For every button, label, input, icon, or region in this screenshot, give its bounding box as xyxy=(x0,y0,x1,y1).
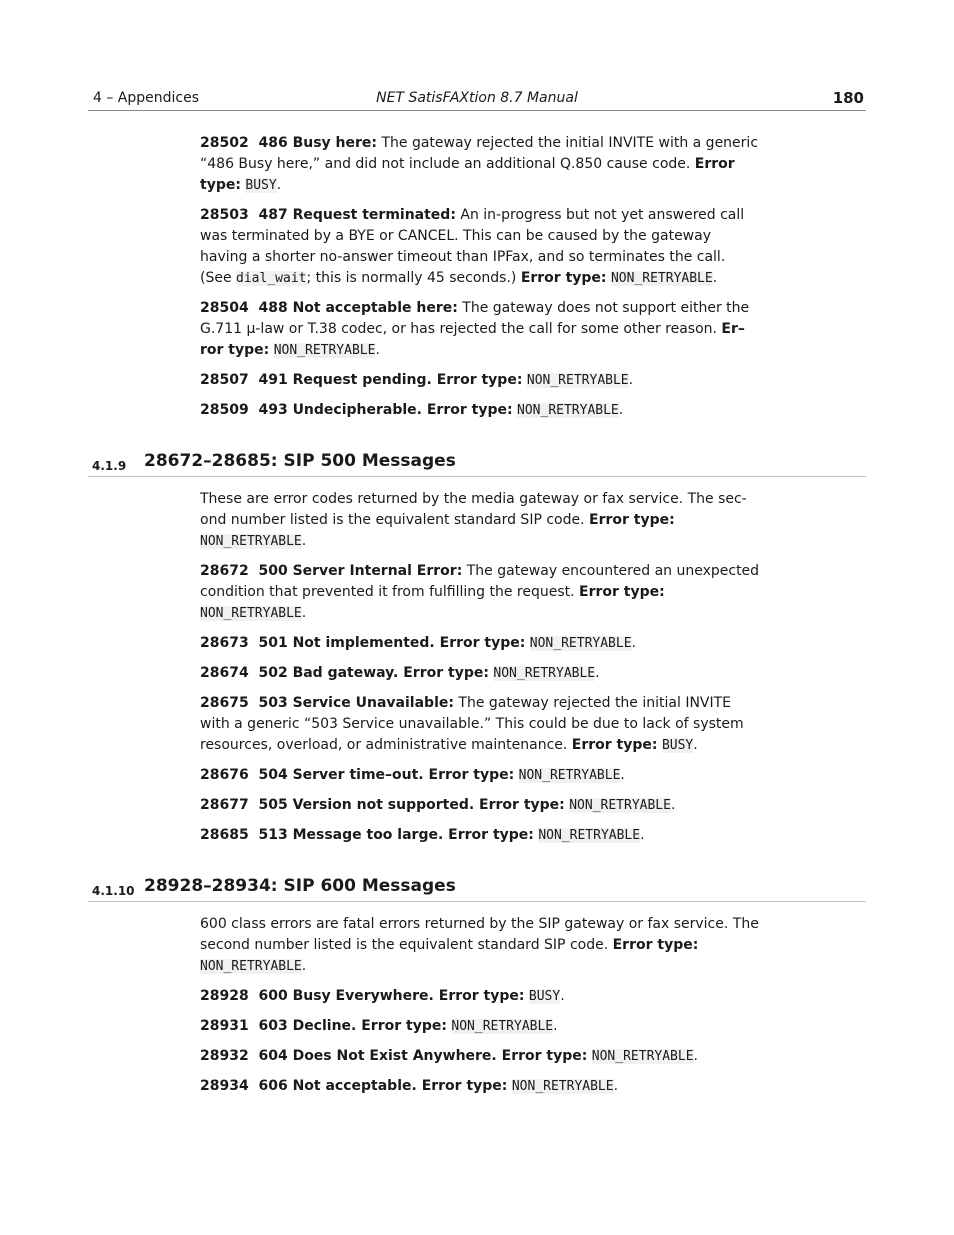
error-code: 28672 xyxy=(200,563,249,579)
entry-description: The gateway rejected the initial INVITE with a generic “503 Service unavailable.” This could be due to lack of system resources, overload, or administrative maintenance. xyxy=(200,695,744,753)
error-type-label: Error type: xyxy=(520,270,607,286)
error-code: 28931 xyxy=(200,1018,249,1034)
error-code: 28504 xyxy=(200,300,249,316)
error-code: 28675 xyxy=(200,695,249,711)
error-type-label: Error type: xyxy=(612,937,699,953)
error-code: 28677 xyxy=(200,797,249,813)
sip-code: 493 Undecipherable. xyxy=(258,402,422,418)
section-number: 4.1.9 xyxy=(92,459,127,473)
error-entry: 28503 487 Request terminated: An in-progress but not yet answered call was terminated by a BYE or CANCEL. This can be caused by the gateway having a shorter no-answer timeout than IPFax, and so terminates the call. (See dial_wait; this is normally 45 seconds.) Error type: NON_RETRYABLE. xyxy=(200,207,745,286)
section-title: 28672–28685: SIP 500 Messages xyxy=(144,451,456,471)
error-entry: 28674 502 Bad gateway. Error type: NON_RETRYABLE. xyxy=(200,665,600,681)
error-type-value: BUSY xyxy=(245,178,277,193)
error-type-value: NON_RETRYABLE xyxy=(569,798,671,813)
error-code: 28673 xyxy=(200,635,249,651)
sip-code: 491 Request pending. xyxy=(258,372,432,388)
error-code: 28934 xyxy=(200,1078,249,1094)
error-type-label: Er–ror type: xyxy=(200,321,745,358)
error-type-value: NON_RETRYABLE xyxy=(451,1019,554,1034)
error-type-label: Error type: xyxy=(200,156,735,193)
error-type-value: NON_RETRYABLE xyxy=(529,636,632,651)
error-code: 28932 xyxy=(200,1048,249,1064)
error-type-value: BUSY xyxy=(528,989,561,1004)
error-entry: 28931 603 Decline. Error type: NON_RETRYABLE. xyxy=(200,1018,558,1034)
section-intro: 600 class errors are fatal errors returned by the SIP gateway or fax service. The second number listed is the equivalent standard SIP code. Error type: NON_RETRYABLE. xyxy=(200,916,759,974)
sip-code: 486 Busy here: xyxy=(258,135,377,151)
error-type-value: NON_RETRYABLE xyxy=(591,1049,694,1064)
error-type-label: Error type: xyxy=(436,372,523,388)
section-title: 28928–28934: SIP 600 Messages xyxy=(144,876,456,896)
intro-text: These are error codes returned by the media gateway or fax service. The sec-ond number listed is the equivalent standard SIP code. xyxy=(200,491,747,528)
entry-description: The gateway does not support either the G.711 μ-law or T.38 codec, or has rejected the call for some other reason. xyxy=(200,300,750,337)
section-number: 4.1.10 xyxy=(92,884,135,898)
error-entry: 28672 500 Server Internal Error: The gateway encountered an unexpected condition that prevented it from fulfilling the request. Error type: NON_RETRYABLE. xyxy=(200,563,760,621)
error-code: 28685 xyxy=(200,827,249,843)
error-entry: 28509 493 Undecipherable. Error type: NON_RETRYABLE. xyxy=(200,402,624,418)
error-entry: 28507 491 Request pending. Error type: NON_RETRYABLE. xyxy=(200,372,634,388)
error-code: 28502 xyxy=(200,135,249,151)
header-manual-title: NET SatisFAXtion 8.7 Manual xyxy=(376,90,578,106)
error-type-value: NON_RETRYABLE xyxy=(511,1079,614,1094)
error-type-value: NON_RETRYABLE xyxy=(526,373,629,388)
error-type-value: NON_RETRYABLE xyxy=(610,271,713,286)
error-entry: 28685 513 Message too large. Error type: NON_RETRYABLE. xyxy=(200,827,645,843)
error-type-value: NON_RETRYABLE xyxy=(518,768,621,783)
error-type-label: Error type: xyxy=(428,767,515,783)
sip-code: 487 Request terminated: xyxy=(258,207,456,223)
error-type-value: NON_RETRYABLE xyxy=(493,666,596,681)
sip-code: 504 Server time–out. xyxy=(258,767,424,783)
sip-code: 603 Decline. xyxy=(258,1018,357,1034)
section-heading-sip-600 xyxy=(88,875,866,902)
error-type-value: NON_RETRYABLE xyxy=(200,606,302,621)
error-type-label: Error type: xyxy=(448,827,534,843)
error-type-label: Error type: xyxy=(421,1078,508,1094)
sip-code: 505 Version not supported. xyxy=(258,797,475,813)
page-header xyxy=(88,88,866,111)
sip-code: 503 Service Unavailable: xyxy=(258,695,454,711)
error-type-label: Error type: xyxy=(579,584,665,600)
header-page-number: 180 xyxy=(832,89,864,107)
error-entry: 28928 600 Busy Everywhere. Error type: BUSY. xyxy=(200,988,565,1004)
error-type-value: NON_RETRYABLE xyxy=(200,959,302,974)
error-type-label: Error type: xyxy=(426,402,513,418)
error-type-value: NON_RETRYABLE xyxy=(273,343,376,358)
error-entry: 28504 488 Not acceptable here: The gateway does not support either the G.711 μ-law or T.38 codec, or has rejected the call for some other reason. Er–ror type: NON_RETRYABLE. xyxy=(200,300,750,358)
error-code: 28509 xyxy=(200,402,249,418)
sip-code: 501 Not implemented. xyxy=(258,635,435,651)
error-code: 28928 xyxy=(200,988,249,1004)
intro-text: 600 class errors are fatal errors returned by the SIP gateway or fax service. The second number listed is the equivalent standard SIP code. xyxy=(200,916,759,953)
header-chapter: 4 – Appendices xyxy=(93,90,200,106)
page-body xyxy=(92,133,760,1106)
config-option: dial_wait xyxy=(236,271,307,286)
error-entry: 28675 503 Service Unavailable: The gateway rejected the initial INVITE with a generic “503 Service unavailable.” This could be due to lack of system resources, overload, or administrative maintenance. Error type: BUSY. xyxy=(200,695,744,753)
entry-description: An in-progress but not yet answered call was terminated by a BYE or CANCEL. This can be caused by the gateway having a shorter no-answer timeout than IPFax, and so terminates the call. (See xyxy=(200,207,745,286)
entry-description: The gateway encountered an unexpected condition that prevented it from fulfilling the request. xyxy=(200,563,760,600)
error-entry: 28934 606 Not acceptable. Error type: NON_RETRYABLE. xyxy=(200,1078,619,1094)
error-type-label: Error type: xyxy=(438,988,525,1004)
error-code: 28507 xyxy=(200,372,249,388)
error-type-value: BUSY xyxy=(661,738,694,753)
error-code: 28676 xyxy=(200,767,249,783)
sip-code: 600 Busy Everywhere. xyxy=(258,988,434,1004)
error-entry: 28673 501 Not implemented. Error type: NON_RETRYABLE. xyxy=(200,635,636,651)
error-type-value: NON_RETRYABLE xyxy=(538,828,641,843)
sip-code: 606 Not acceptable. xyxy=(258,1078,417,1094)
error-entry: 28932 604 Does Not Exist Anywhere. Error type: NON_RETRYABLE. xyxy=(200,1048,698,1064)
section-intro: These are error codes returned by the media gateway or fax service. The sec-ond number listed is the equivalent standard SIP code. Error type: NON_RETRYABLE. xyxy=(200,491,747,549)
error-entry: 28502 486 Busy here: The gateway rejected the initial INVITE with a generic “486 Busy here,” and did not include an additional Q.850 cause code. Error type: BUSY. xyxy=(200,135,759,193)
error-type-label: Error type: xyxy=(589,512,675,528)
error-type-value: NON_RETRYABLE xyxy=(200,534,302,549)
error-code: 28503 xyxy=(200,207,249,223)
error-code: 28674 xyxy=(200,665,249,681)
error-entry: 28677 505 Version not supported. Error type: NON_RETRYABLE. xyxy=(200,797,676,813)
error-type-label: Error type: xyxy=(361,1018,447,1034)
error-entry: 28676 504 Server time–out. Error type: NON_RETRYABLE. xyxy=(200,767,625,783)
error-type-label: Error type: xyxy=(479,797,565,813)
entry-description-cont: ; this is normally 45 seconds.) xyxy=(306,270,521,286)
error-type-label: Error type: xyxy=(571,737,658,753)
section-heading-sip-500 xyxy=(88,450,866,477)
sip-code: 604 Does Not Exist Anywhere. xyxy=(258,1048,497,1064)
error-type-value: NON_RETRYABLE xyxy=(517,403,619,418)
error-type-label: Error type: xyxy=(403,665,489,681)
entry-description: The gateway rejected the initial INVITE with a generic “486 Busy here,” and did not include an additional Q.850 cause code. xyxy=(200,135,759,172)
sip-code: 488 Not acceptable here: xyxy=(258,300,458,316)
sip-code: 500 Server Internal Error: xyxy=(258,563,463,579)
error-type-label: Error type: xyxy=(439,635,526,651)
sip-code: 502 Bad gateway. xyxy=(258,665,399,681)
sip-code: 513 Message too large. xyxy=(258,827,444,843)
error-type-label: Error type: xyxy=(501,1048,588,1064)
